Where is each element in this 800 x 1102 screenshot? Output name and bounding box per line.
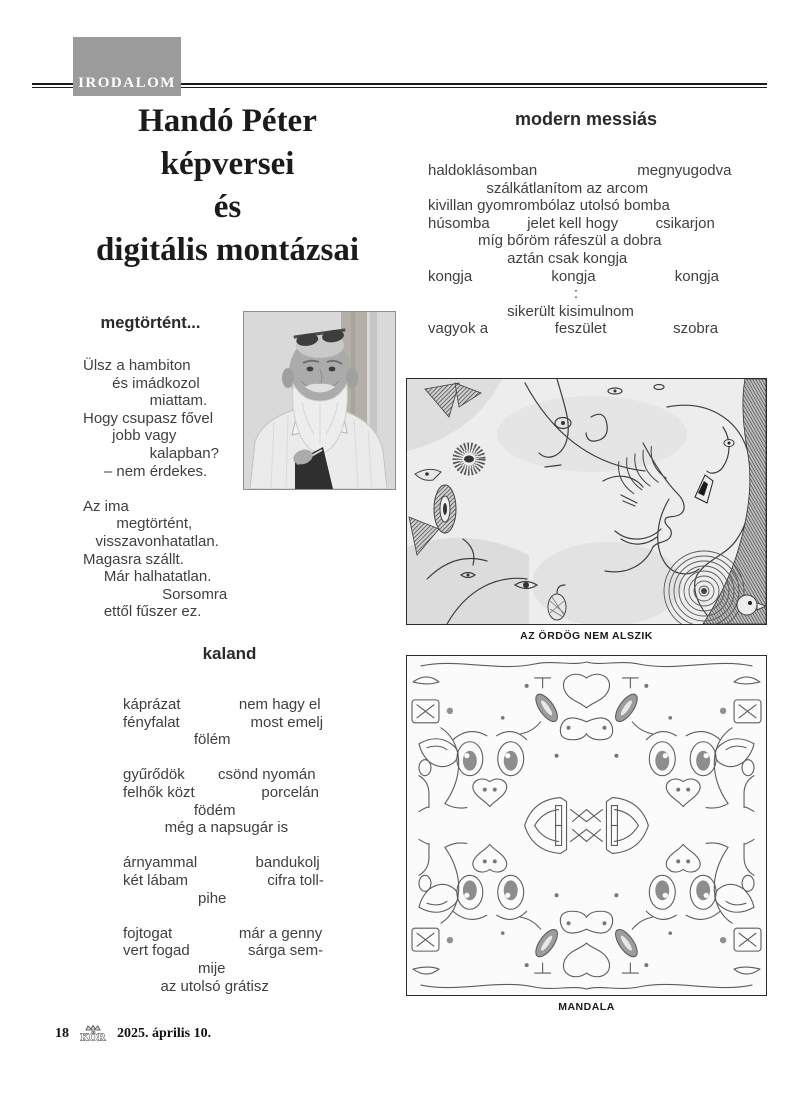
kor-logo-text: KÖR: [80, 1031, 106, 1044]
article-title-line: és: [213, 189, 242, 225]
poem-line: miattam.: [83, 392, 208, 410]
artwork-mandala: [406, 655, 767, 996]
poem-line: [123, 907, 324, 925]
poem-line: :: [428, 285, 579, 303]
artwork-mandala-graphic: [407, 656, 766, 995]
poem-line: gyűrődök csönd nyomán: [123, 766, 316, 784]
poem-line: Hogy csupasz fővel: [83, 409, 214, 427]
section-label: IRODALOM: [78, 75, 176, 91]
page-footer: [55, 1024, 211, 1044]
poem-line: míg bőröm ráfeszül a dobra: [428, 232, 662, 250]
poem-line: szálkátlanítom az arcom: [428, 179, 649, 197]
poem-line: káprázat nem hagy el: [123, 696, 321, 713]
issue-date: 2025. április 10.: [117, 1026, 212, 1041]
poem-line: fényfalat most emelj: [123, 713, 324, 731]
poem-line: [123, 749, 324, 767]
poem-line: Sorsomra: [83, 585, 228, 603]
article-title-line: képversei: [160, 146, 295, 182]
poem-megtortent: [83, 357, 227, 621]
poem-line: két lábam cifra toll-: [123, 871, 324, 889]
poem-line: még a napsugár is: [123, 819, 289, 837]
poem-title-modern-messias: modern messiás: [514, 109, 658, 129]
poem-line: haldoklásomban megnyugodva: [428, 162, 732, 179]
artwork-caption-ordog: AZ ÖRDÖG NEM ALSZIK: [520, 630, 653, 642]
poem-line: [83, 480, 227, 498]
poem-line: sikerült kisimulnom: [428, 302, 634, 320]
poem-line: [123, 837, 324, 855]
poem-line: kongja kongja kongja: [428, 267, 719, 285]
poem-title-kaland: kaland: [202, 644, 257, 663]
article-title: [55, 100, 400, 272]
poem-line: ettől fűszer ez.: [83, 603, 202, 621]
portrait-photo: [243, 311, 396, 490]
poem-line: húsomba jelet kell hogy csikarjon: [428, 214, 715, 232]
article-title-line: digitális montázsai: [95, 232, 360, 268]
portrait-photo-graphic: [244, 312, 395, 489]
poem-line: megtörtént,: [83, 515, 193, 533]
poem-line: jobb vagy: [83, 427, 177, 445]
poem-line: árnyammal bandukolj: [123, 854, 320, 872]
artwork-ordog-graphic: [407, 379, 766, 624]
poem-line: mije: [123, 959, 226, 977]
section-label-box: [73, 37, 181, 96]
poem-line: felhők közt porcelán: [123, 783, 319, 801]
poem-line: vert fogad sárga sem-: [123, 942, 324, 960]
poem-line: vagyok a feszület szobra: [428, 320, 719, 338]
poem-line: fölém: [123, 731, 231, 749]
article-title-line: Handó Péter: [138, 103, 317, 139]
poem-line: kivillan gyomrombólaz utolsó bomba: [428, 197, 670, 215]
poem-line: az utolsó grátisz: [123, 977, 269, 995]
poem-kaland: [123, 696, 324, 995]
poem-title-megtortent: megtörtént...: [100, 314, 201, 332]
artwork-caption-mandala: MANDALA: [558, 1001, 615, 1013]
poem-line: pihe: [123, 889, 227, 907]
poem-line: és imádkozol: [83, 374, 200, 392]
poem-modern-messias: [428, 162, 732, 338]
kor-logo: [76, 1024, 110, 1044]
poem-line: Az ima: [83, 497, 129, 515]
poem-line: – nem érdekes.: [83, 462, 208, 480]
page-number: 18: [55, 1026, 69, 1041]
poem-line: Már halhatatlan.: [83, 568, 212, 586]
poem-line: födém: [123, 801, 236, 819]
poem-line: kalapban?: [83, 444, 219, 462]
artwork-az-ordog-nem-alszik: [406, 378, 767, 625]
poem-line: Ülsz a hambiton: [83, 357, 191, 374]
poem-line: aztán csak kongja: [428, 249, 628, 267]
poem-line: fojtogat már a genny: [123, 924, 323, 942]
poem-line: visszavonhatatlan.: [83, 532, 219, 550]
poem-line: Magasra szállt.: [83, 550, 184, 568]
